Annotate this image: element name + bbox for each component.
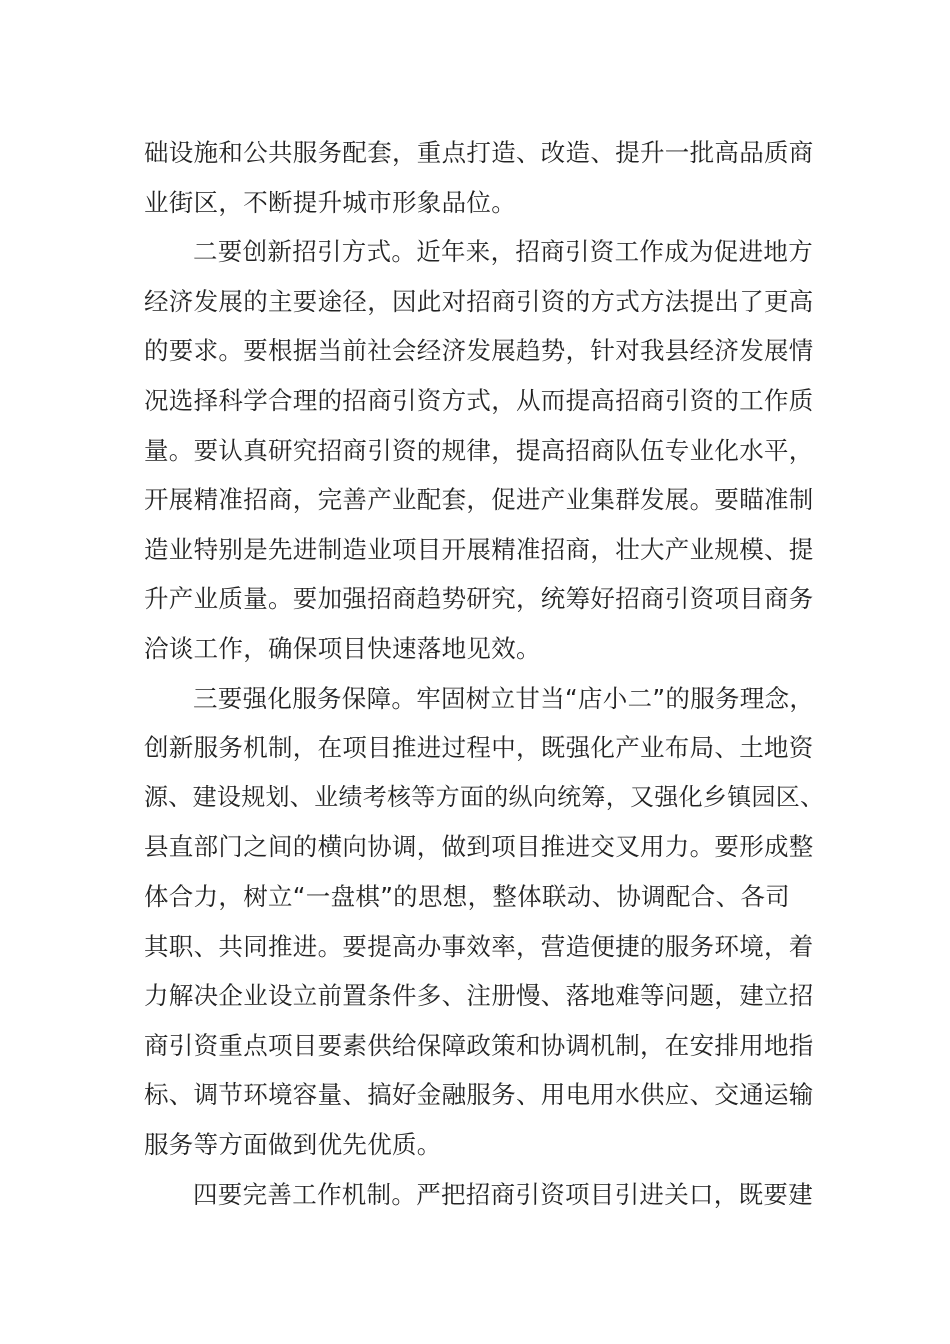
text-line: 体合力，树立“一盘棋”的思想，整体联动、协调配合、各司 (144, 882, 790, 911)
text-line: 县直部门之间的横向协调，做到项目推进交叉用力。要形成整 (144, 832, 814, 862)
text-line: 的要求。要根据当前社会经济发展趋势，针对我县经济发展情 (144, 336, 814, 366)
text-line: 础设施和公共服务配套，重点打造、改造、提升一批高品质商 (144, 138, 814, 167)
paragraph-start-line: 四要完善工作机制。严把招商引资项目引进关口，既要建 (193, 1179, 813, 1209)
text-line: 业街区，不断提升城市形象品位。 (144, 187, 516, 217)
text-line: 经济发展的主要途径，因此对招商引资的方式方法提出了更高 (144, 286, 814, 316)
text-line: 开展精准招商，完善产业配套，促进产业集群发展。要瞄准制 (144, 485, 814, 515)
text-line: 况选择科学合理的招商引资方式，从而提高招商引资的工作质 (144, 386, 814, 415)
paragraph-start-line: 二要创新招引方式。近年来，招商引资工作成为促进地方 (193, 237, 813, 267)
text-line: 服务等方面做到优先优质。 (144, 1130, 442, 1159)
text-line: 标、调节环境容量、搞好金融服务、用电用水供应、交通运输 (144, 1080, 814, 1110)
text-line: 源、建设规划、业绩考核等方面的纵向统筹，又强化乡镇园区、 (144, 782, 825, 811)
text-line: 洽谈工作，确保项目快速落地见效。 (144, 634, 541, 663)
text-line: 商引资重点项目要素供给保障政策和协调机制，在安排用地指 (144, 1030, 814, 1060)
text-line: 创新服务机制，在项目推进过程中，既强化产业布局、土地资 (144, 733, 814, 763)
text-line: 其职、共同推进。要提高办事效率，营造便捷的服务环境，着 (144, 931, 814, 961)
text-line: 力解决企业设立前置条件多、注册慢、落地难等问题，建立招 (144, 981, 814, 1011)
text-line: 造业特别是先进制造业项目开展精准招商，壮大产业规模、提 (144, 534, 814, 564)
paragraph-start-line: 三要强化服务保障。牢固树立甘当“店小二”的服务理念， (193, 683, 815, 713)
text-line: 量。要认真研究招商引资的规律，提高招商队伍专业化水平， (144, 435, 814, 465)
text-line: 升产业质量。要加强招商趋势研究，统筹好招商引资项目商务 (144, 584, 814, 614)
